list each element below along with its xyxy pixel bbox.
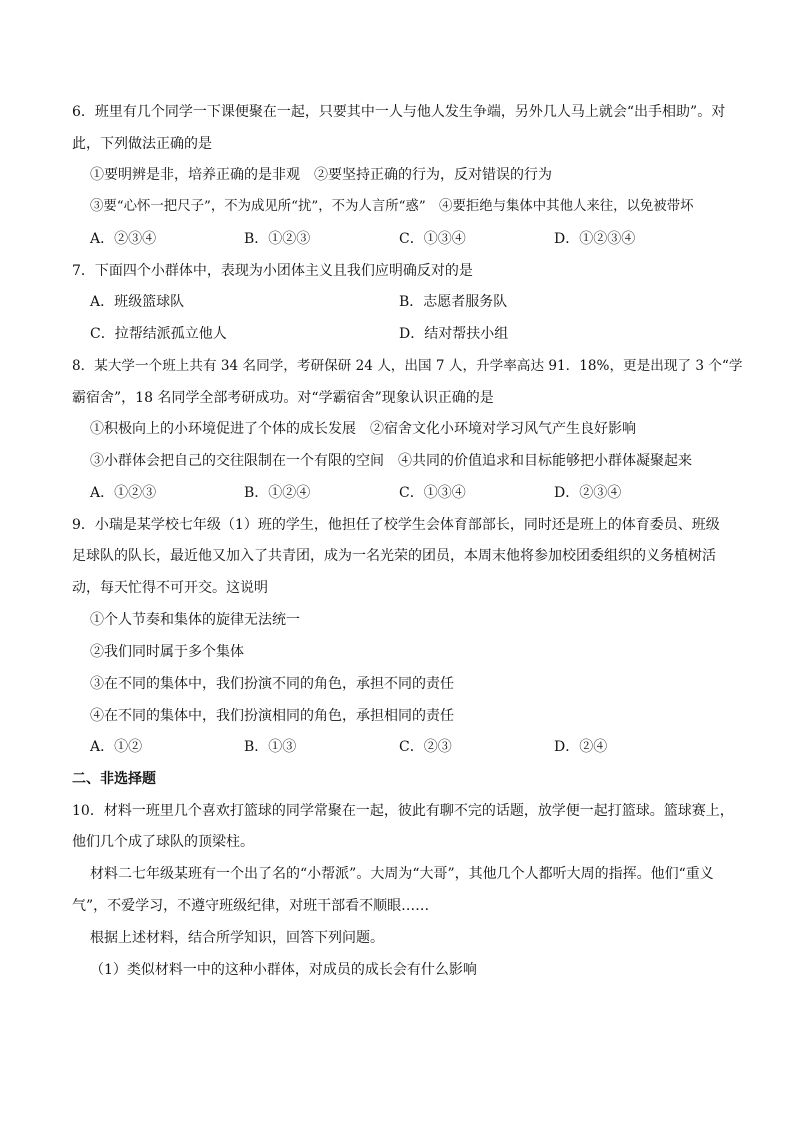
q8-stem-line2: 霸宿舍”，18 名同学全部考研成功。对“学霸宿舍”现象认识正确的是 (72, 390, 494, 406)
q6-stem-line2: 此，下列做法正确的是 (72, 136, 212, 152)
q10-line2: 他们几个成了球队的顶梁柱。 (72, 834, 254, 850)
q6-option-c[interactable]: C．①③④ (399, 231, 466, 247)
q8-option-c[interactable]: C．①③④ (399, 485, 466, 501)
q9-statement-1: ①个人节奏和集体的旋律无法统一 (90, 612, 300, 628)
q8-option-a[interactable]: A．①②③ (90, 485, 157, 501)
q8-statements-line1: ①积极向上的小环境促进了个体的成长发展 ②宿舍文化小环境对学习风气产生良好影响 (90, 421, 636, 437)
q9-option-a[interactable]: A．①② (90, 739, 143, 755)
q10-line1: 10．材料一班里几个喜欢打篮球的同学常聚在一起，彼此有聊不完的话题，放学便一起打篮球。篮球赛上， (72, 803, 734, 819)
q6-statements-line1: ①要明辨是非，培养正确的是非观 ②要坚持正确的行为，反对错误的行为 (90, 167, 552, 183)
q9-option-b[interactable]: B．①③ (244, 739, 297, 755)
q9-option-d[interactable]: D．②④ (554, 739, 608, 755)
q8-option-b[interactable]: B．①②④ (244, 485, 311, 501)
q6-stem-line1: 6．班里有几个同学一下课便聚在一起，只要其中一人与他人发生争端，另外几人马上就会“出手相助”。对 (72, 104, 726, 120)
q8-stem-line1: 8．某大学一个班上共有 34 名同学，考研保研 24 人，出国 7 人，升学率高达 91．18%，更是出现了 3 个“学 (72, 358, 743, 374)
q6-option-d[interactable]: D．①②③④ (554, 231, 636, 247)
q9-option-c[interactable]: C．②③ (399, 739, 452, 755)
q9-statement-4: ④在不同的集体中，我们扮演相同的角色，承担相同的责任 (90, 708, 454, 724)
q10-instruction: 根据上述材料，结合所学知识，回答下列问题。 (90, 930, 384, 946)
q6-statements-line2: ③要“心怀一把尺子”，不为成见所“扰”，不为人言所“惑” ④要拒绝与集体中其他人来往，以免被带坏 (90, 199, 694, 214)
q9-stem-line3: 动，每天忙得不可开交。这说明 (72, 580, 268, 596)
q8-option-d[interactable]: D．②③④ (554, 485, 622, 501)
q7-option-c[interactable]: C．拉帮结派孤立他人 (90, 326, 227, 342)
q9-statement-2: ②我们同时属于多个集体 (90, 644, 244, 660)
section-heading: 二、非选择题 (72, 771, 156, 787)
q9-stem-line1: 9．小瑞是某学校七年级（1）班的学生，他担任了校学生会体育部部长，同时还是班上的体育委员、班级 (72, 517, 720, 533)
q8-statements-line2: ③小群体会把自己的交往限制在一个有限的空间 ④共同的价值追求和目标能够把小群体凝聚起来 (90, 453, 692, 469)
q6-option-b[interactable]: B．①②③ (244, 231, 311, 247)
q7-option-b[interactable]: B．志愿者服务队 (399, 294, 508, 310)
q7-stem: 7．下面四个小群体中，表现为小团体主义且我们应明确反对的是 (72, 263, 473, 279)
q7-option-a[interactable]: A．班级篮球队 (90, 294, 185, 310)
q7-option-d[interactable]: D．结对帮扶小组 (399, 326, 509, 342)
q10-material2-line1: 材料二七年级某班有一个出了名的“小帮派”。大周为“大哥”，其他几个人都听大周的指挥。他们“重义 (90, 866, 714, 882)
q10-subquestion-1: （1）类似材料一中的这种小群体，对成员的成长会有什么影响 (90, 962, 477, 978)
q6-option-a[interactable]: A．②③④ (90, 231, 157, 247)
q9-statement-3: ③在不同的集体中，我们扮演不同的角色，承担不同的责任 (90, 676, 454, 692)
q10-material2-line2: 气”，不爱学习，不遵守班级纪律，对班干部看不顺眼…… (72, 898, 430, 914)
q9-stem-line2: 足球队的队长，最近他又加入了共青团，成为一名光荣的团员，本周末他将参加校团委组织的义务植树活 (72, 548, 716, 564)
